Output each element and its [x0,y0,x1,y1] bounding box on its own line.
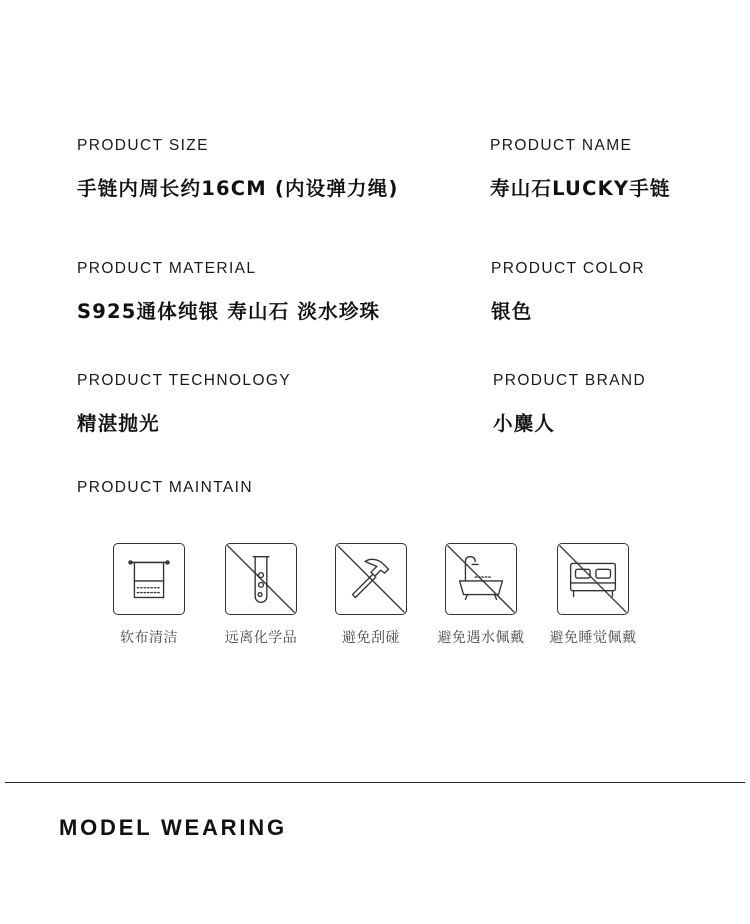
hammer-prohibited-icon [335,543,407,615]
spec-material-label: PRODUCT MATERIAL [77,260,257,277]
care-item-no-water [421,543,541,647]
care-item-no-scratch [311,543,431,647]
bed-prohibited-icon [557,543,629,615]
spec-name-value: 寿山石LUCKY手链 [490,177,671,200]
model-wearing-title: MODEL WEARING [59,815,287,840]
spec-technology-label: PRODUCT TECHNOLOGY [77,372,292,389]
spec-size [77,137,399,201]
care-item-label: 软布清洁 [120,630,178,646]
spec-name-label: PRODUCT NAME [490,137,633,154]
spec-brand [493,372,646,436]
section-divider [5,782,745,783]
bathtub-prohibited-icon [445,543,517,615]
care-item-no-sleep [533,543,653,647]
spec-color-label: PRODUCT COLOR [491,260,645,277]
care-item-label: 避免遇水佩戴 [437,630,525,646]
care-item-soft-cloth [89,543,209,647]
spec-color [491,260,645,324]
spec-size-label: PRODUCT SIZE [77,137,209,154]
towel-icon [113,543,185,615]
spec-color-value: 银色 [491,300,533,323]
spec-material-value: S925通体纯银 寿山石 淡水珍珠 [77,300,381,323]
care-item-label: 避免刮碰 [342,630,400,646]
maintain-label: PRODUCT MAINTAIN [77,479,253,496]
care-item-no-chemicals [201,543,321,647]
spec-size-value: 手链内周长约16CM (内设弹力绳) [77,177,399,200]
test-tube-prohibited-icon [225,543,297,615]
spec-technology [77,372,291,436]
spec-technology-value: 精湛抛光 [77,412,160,435]
spec-brand-value: 小麋人 [493,412,556,435]
spec-material [77,260,380,324]
spec-brand-label: PRODUCT BRAND [493,372,647,389]
spec-name [490,137,671,201]
maintain-section [77,479,253,497]
care-item-label: 远离化学品 [224,630,298,646]
care-item-label: 避免睡觉佩戴 [549,630,637,646]
